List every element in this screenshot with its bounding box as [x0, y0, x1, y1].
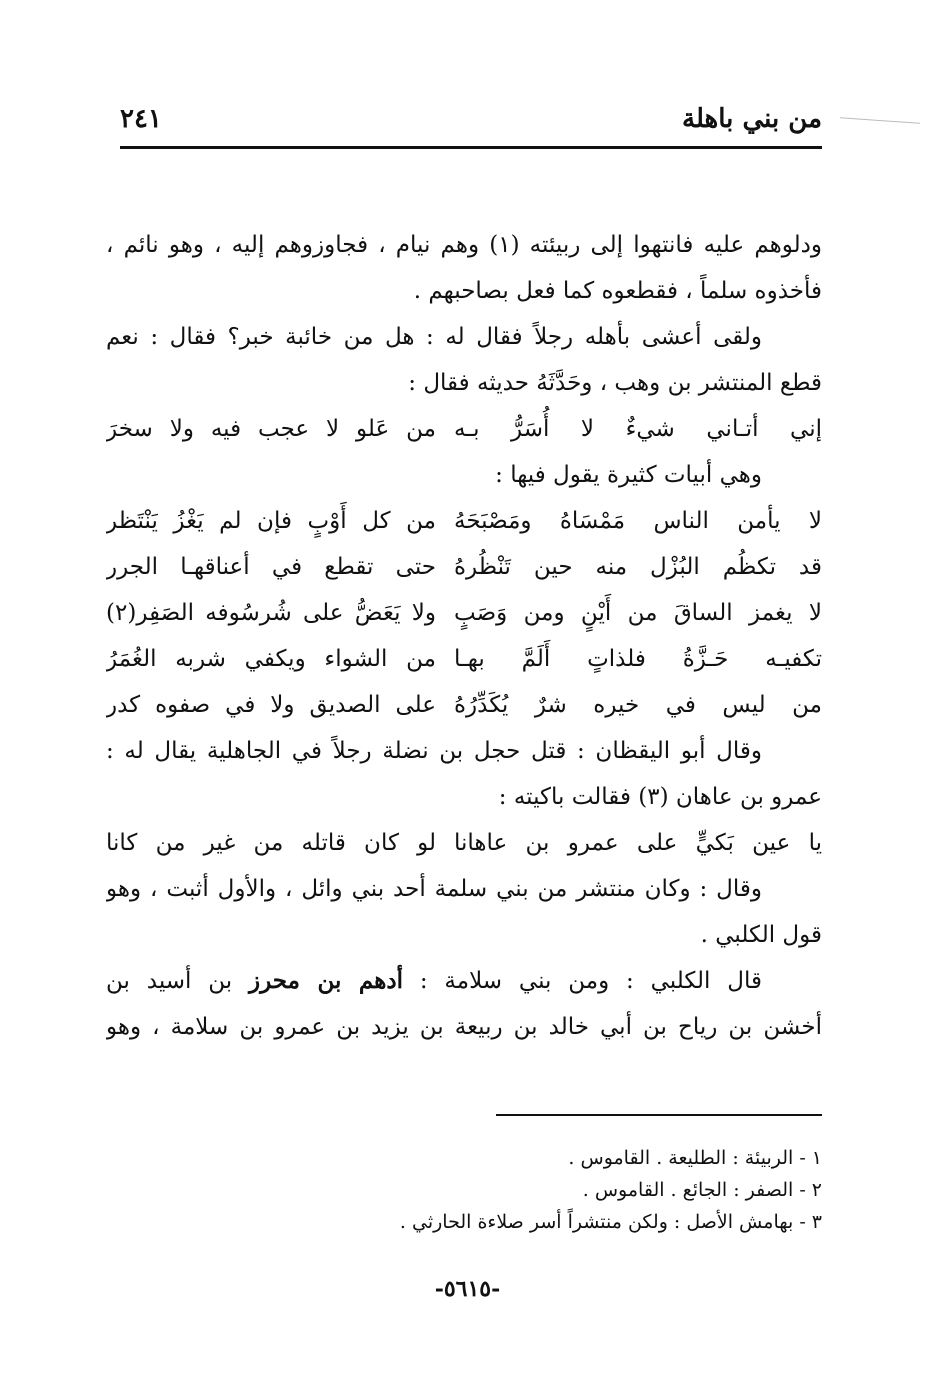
body-text [106, 222, 822, 1050]
text-line: أخشن بن رياح بن أبي خالد بن ربيعة بن يزيد بن عمرو بن سلامة ، وهو [106, 1014, 822, 1040]
folio-number: -٥٦١٥- [434, 1276, 501, 1302]
scan-edge-mark [840, 117, 920, 124]
footnotes [200, 1142, 822, 1238]
text-line: وهي أبيات كثيرة يقول فيها : [495, 462, 762, 488]
text-line: فأخذوه سلماً ، فقطعوه كما فعل بصاحبهم . [413, 278, 822, 304]
text-line: ودلوهم عليه فانتهوا إلى ربيئته (١) وهم نيام ، فجاوزوهم إليه ، وهو نائم ، [106, 232, 822, 258]
verse-line [106, 544, 822, 590]
verse-second-hemistich: من الشواء ويكفي شربه الغُمَرُ [106, 646, 436, 672]
text-line: ولقى أعشى بأهله رجلاً فقال له : هل من خائبة خبر؟ فقال : نعم [106, 324, 762, 350]
verse-first-hemistich: تكفيـه حَـزَّةُ فلذاتٍ أَلَمَّ بهـا [454, 646, 822, 672]
text-line: عمرو بن عاهان (٣) فقالت باكيته : [498, 784, 822, 810]
verse-line [106, 590, 822, 636]
footnote: ١ - الربيئة : الطليعة . القاموس . [568, 1147, 822, 1169]
verse-first-hemistich: يا عين بَكيٍّ على عمرو بن عاهانا [454, 830, 822, 856]
text-segment: قال الكلبي : ومن بني سلامة : [403, 968, 762, 994]
page-number: ٢٤١ [120, 104, 162, 134]
verse-second-hemistich: على الصديق ولا في صفوه كدر [106, 692, 436, 718]
verse-line [106, 498, 822, 544]
footnote: ٣ - بهامش الأصل : ولكن منتشراً أسر صلاءة الحارثي . [399, 1211, 822, 1233]
footnote: ٢ - الصفر : الجائع . القاموس . [582, 1179, 822, 1201]
running-header [120, 100, 822, 144]
text-line: وقال : وكان منتشر من بني سلمة أحد بني وائل ، والأول أثبت ، وهو [106, 876, 762, 902]
verse-line [106, 682, 822, 728]
verse-first-hemistich: قد تكظُم البُزْل منه حين تَنْظُرهُ [454, 554, 822, 580]
running-title: من بني باهلة [682, 104, 822, 134]
verse-first-hemistich: لا يغمز الساقَ من أَيْنٍ ومن وَصَبٍ [454, 600, 822, 626]
header-rule [120, 146, 822, 149]
bold-name: أدهم بن محرز [249, 967, 404, 994]
text-segment: بن أسيد بن [106, 968, 249, 994]
verse-second-hemistich: حتى تقطع في أعناقهـا الجرر [106, 554, 436, 580]
verse-line [106, 636, 822, 682]
verse-line [106, 406, 822, 452]
verse-second-hemistich: لو كان قاتله من غير من كانا [106, 830, 436, 856]
verse-second-hemistich: ولا يَعَضُّ على شُرسُوفه الصَفِر(٢) [106, 600, 436, 626]
verse-line [106, 820, 822, 866]
text-line: قول الكلبي . [700, 922, 822, 948]
text-line: قطع المنتشر بن وهب ، وحَدَّثَهُ حديثه فقال : [408, 370, 822, 396]
verse-second-hemistich: من كل أَوْبٍ فإن لم يَغْزُ يَنْتَظر [106, 508, 436, 534]
text-line: وقال أبو اليقظان : قتل حجل بن نضلة رجلاً في الجاهلية يقال له : [106, 738, 762, 764]
footnote-rule [496, 1114, 822, 1116]
verse-first-hemistich: إني أتـاني شيءٌ لا أُسَرُّ بـه [454, 416, 822, 442]
verse-first-hemistich: من ليس في خيره شرٌ يُكَدِّرُهُ [454, 692, 822, 718]
text-line-kalbi [106, 958, 822, 1004]
verse-first-hemistich: لا يأمن الناس مَمْسَاهُ ومَصْبَحَهُ [454, 508, 822, 534]
verse-second-hemistich: من عَلو لا عجب فيه ولا سخرَ [106, 416, 436, 442]
